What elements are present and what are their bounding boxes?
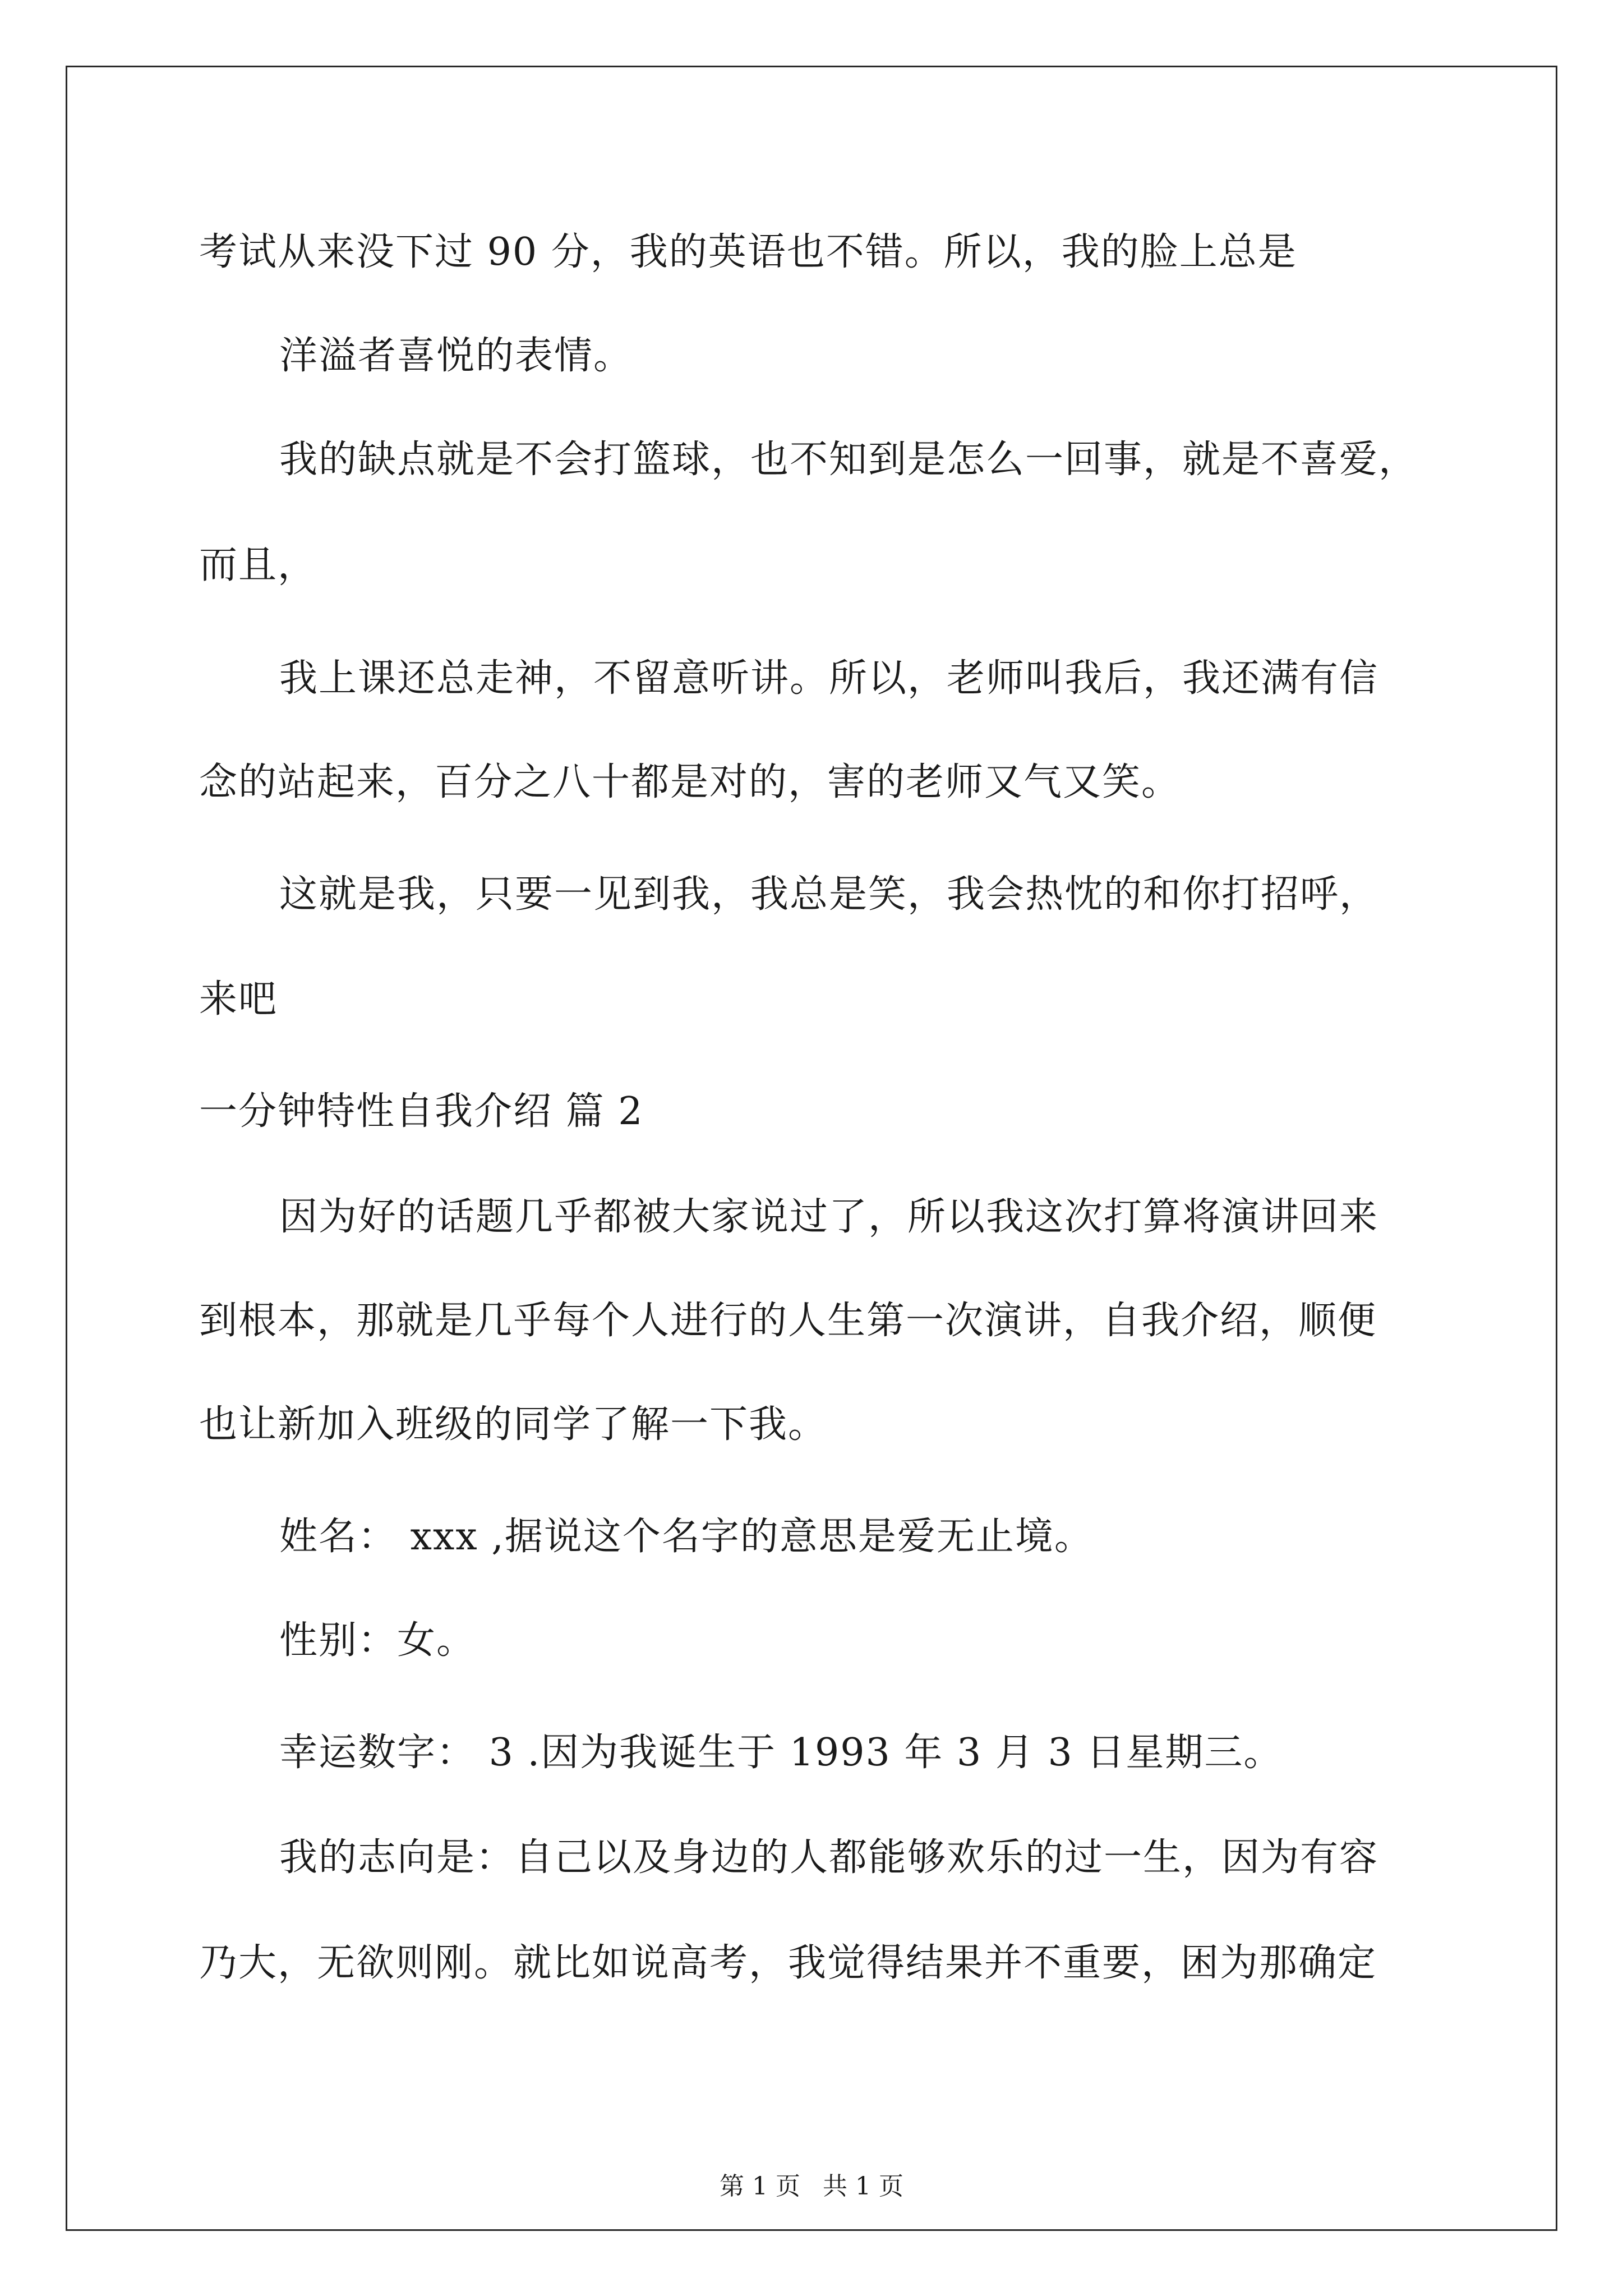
text-line: 我的志向是：自己以及身边的人都能够欢乐的过一生，因为有容 [279,1835,1379,1880]
page-footer [0,2171,1623,2202]
page-number: 第 1 页 [720,2172,800,2201]
text-line: 我上课还总走神，不留意听讲。所以，老师叫我后，我还满有信 [279,656,1379,701]
text-line: 因为好的话题几乎都被大家说过了，所以我这次打算将演讲回来 [279,1195,1379,1239]
text-line: 而且， [199,543,317,587]
text-line: 性别：女。 [279,1618,476,1663]
text-line: 考试从来没下过 90 分，我的英语也不错。所以，我的脸上总是 [199,230,1297,274]
text-line: 幸运数字： 3 .因为我诞生于 1993 年 3 月 3 日星期三。 [279,1731,1283,1775]
text-line: 乃大，无欲则刚。就比如说高考，我觉得结果并不重要，困为那确定 [199,1941,1377,1985]
text-line: 念的站起来，百分之八十都是对的，害的老师又气又笑。 [199,760,1181,804]
text-line: 到根本，那就是几乎每个人进行的人生第一次演讲，自我介绍，顺便 [199,1299,1377,1343]
text-line: 洋溢者喜悦的表情。 [279,334,633,378]
text-line: 也让新加入班级的同学了解一下我。 [199,1402,828,1447]
text-line: 姓名： xxx ,据说这个名字的意思是爱无止境。 [279,1515,1094,1559]
text-line: 我的缺点就是不会打篮球，也不知到是怎么一回事，就是不喜爱， [279,438,1418,482]
page-total: 共 1 页 [823,2172,903,2201]
page-border [66,66,1557,2231]
text-line: 来吧 [199,977,278,1022]
text-line: 这就是我，只要一见到我，我总是笑，我会热忱的和你打招呼， [279,872,1379,917]
section-heading: 一分钟特性自我介绍 篇 2 [199,1089,644,1134]
